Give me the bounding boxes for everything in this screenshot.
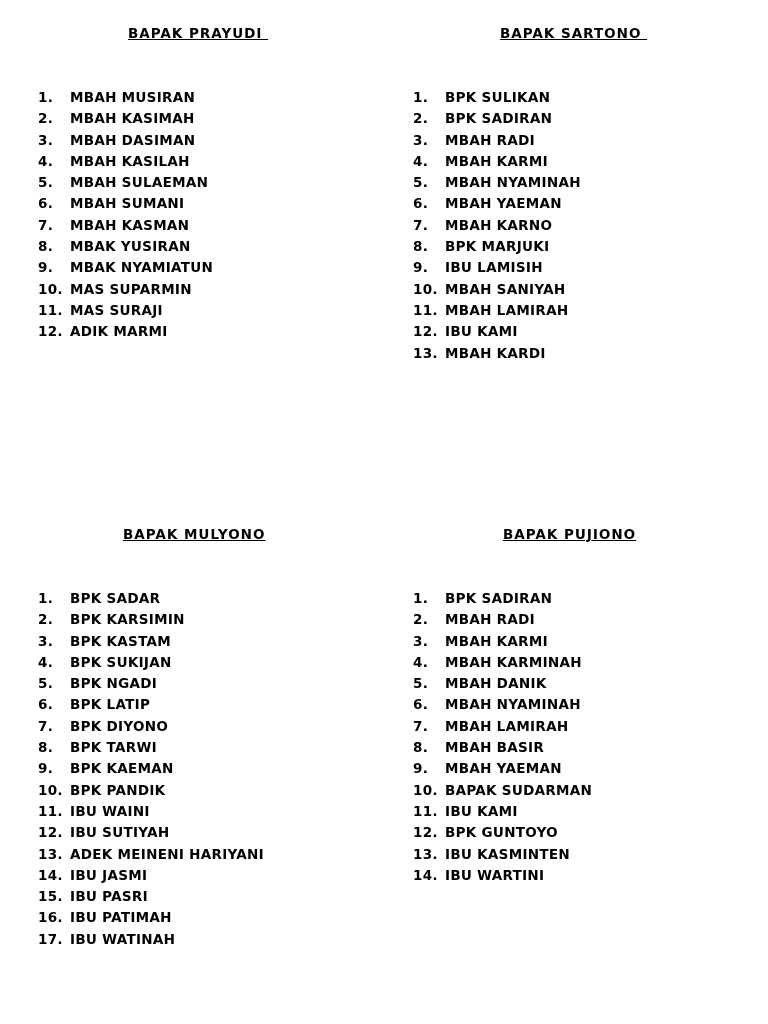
item-number: 13. <box>413 846 438 863</box>
list-item <box>413 845 592 866</box>
list-item <box>38 781 264 802</box>
item-name: BPK NGADI <box>70 676 158 693</box>
item-number: 11. <box>38 803 63 820</box>
item-name: MBAH KARMINAH <box>445 654 582 671</box>
item-name: IBU PASRI <box>70 889 148 906</box>
item-number: 14. <box>38 867 63 884</box>
item-name: IBU KAMI <box>445 803 518 820</box>
item-number: 5. <box>38 676 54 693</box>
item-number: 1. <box>38 90 54 106</box>
item-name: IBU PATIMAH <box>70 910 172 927</box>
list-item <box>38 908 264 929</box>
list-item <box>413 738 592 759</box>
item-number: 17. <box>38 931 63 948</box>
item-number: 5. <box>38 175 54 192</box>
item-name: ADEK MEINENI HARIYANI <box>70 846 264 863</box>
item-name: MBAH KARNO <box>445 217 553 234</box>
item-number: 4. <box>413 153 429 170</box>
list-item <box>38 823 264 844</box>
item-name: BPK PANDIK <box>70 782 166 799</box>
item-number: 8. <box>38 740 54 757</box>
item-name: MAS SURAJI <box>70 302 163 319</box>
list-item <box>413 632 592 653</box>
item-name: BPK LATIP <box>70 697 151 714</box>
list-item <box>38 131 213 152</box>
item-name: BPK SADAR <box>70 591 161 607</box>
item-number: 2. <box>413 111 429 128</box>
group-title: BAPAK MULYONO <box>123 527 266 543</box>
item-name: MBAH DANIK <box>445 676 547 693</box>
item-number: 6. <box>413 697 429 714</box>
item-number: 7. <box>413 718 429 735</box>
item-name: BPK SULIKAN <box>445 90 551 106</box>
item-number: 4. <box>38 153 54 170</box>
list-item <box>413 823 592 844</box>
list-item <box>413 131 581 152</box>
name-list <box>413 589 592 887</box>
list-item <box>413 653 592 674</box>
list-item <box>413 695 592 716</box>
list-item <box>413 258 581 279</box>
item-name: MBAK NYAMIATUN <box>70 260 214 277</box>
list-item <box>38 109 213 130</box>
item-number: 4. <box>413 654 429 671</box>
item-number: 12. <box>38 825 63 842</box>
group-title: BAPAK PRAYUDI <box>128 26 269 42</box>
item-number: 6. <box>38 196 54 213</box>
item-number: 2. <box>413 612 429 629</box>
list-item <box>38 802 264 823</box>
item-number: 3. <box>413 633 429 650</box>
list-item <box>413 344 581 365</box>
list-item <box>38 88 213 109</box>
list-item <box>413 194 581 215</box>
item-number: 6. <box>38 697 54 714</box>
item-name: MAS SUPARMIN <box>70 281 192 298</box>
list-item <box>413 802 592 823</box>
item-number: 13. <box>413 345 438 362</box>
list-item <box>38 194 213 215</box>
list-item <box>413 216 581 237</box>
list-item <box>413 674 592 695</box>
list-item <box>38 717 264 738</box>
item-number: 9. <box>38 761 54 778</box>
item-number: 8. <box>413 239 429 256</box>
item-name: BPK SADIRAN <box>445 111 553 128</box>
list-item <box>38 258 213 279</box>
list-item <box>38 930 264 951</box>
item-name: MBAH SULAEMAN <box>70 175 209 192</box>
item-number: 12. <box>38 324 63 341</box>
item-number: 5. <box>413 676 429 693</box>
item-number: 3. <box>38 633 54 650</box>
item-number: 1. <box>413 591 429 607</box>
list-item <box>38 322 213 343</box>
item-number: 6. <box>413 196 429 213</box>
list-item <box>38 653 264 674</box>
item-number: 15. <box>38 889 63 906</box>
list-item <box>413 759 592 780</box>
item-name: MBAH DASIMAN <box>70 132 196 149</box>
item-name: MBAH KARDI <box>445 345 546 362</box>
item-name: BPK KAEMAN <box>70 761 174 778</box>
item-name: MBAH KASILAH <box>70 153 190 170</box>
item-number: 9. <box>413 761 429 778</box>
list-item <box>38 674 264 695</box>
item-number: 7. <box>38 217 54 234</box>
item-number: 2. <box>38 612 54 629</box>
item-number: 3. <box>413 132 429 149</box>
item-name: MBAH LAMIRAH <box>445 302 569 319</box>
item-number: 12. <box>413 324 438 341</box>
item-name: MBAH SANIYAH <box>445 281 566 298</box>
item-number: 5. <box>413 175 429 192</box>
item-name: MBAH LAMIRAH <box>445 718 569 735</box>
item-number: 8. <box>38 239 54 256</box>
list-item <box>38 301 213 322</box>
item-number: 10. <box>413 782 438 799</box>
item-name: MBAH KASIMAH <box>70 111 195 128</box>
list-item <box>38 695 264 716</box>
item-number: 11. <box>38 302 63 319</box>
item-name: BPK TARWI <box>70 740 157 757</box>
item-name: MBAH BASIR <box>445 740 545 757</box>
list-item <box>38 152 213 173</box>
item-number: 9. <box>413 260 429 277</box>
item-number: 11. <box>413 302 438 319</box>
item-name: IBU KASMINTEN <box>445 846 570 863</box>
list-item <box>413 301 581 322</box>
list-item <box>413 610 592 631</box>
item-name: BPK KASTAM <box>70 633 172 650</box>
list-item <box>38 216 213 237</box>
item-name: IBU LAMISIH <box>445 260 543 277</box>
list-item <box>38 759 264 780</box>
item-number: 16. <box>38 910 63 927</box>
item-number: 10. <box>38 281 63 298</box>
list-item <box>413 280 581 301</box>
group-title: BAPAK PUJIONO <box>503 527 637 543</box>
list-item <box>413 152 581 173</box>
list-item <box>38 173 213 194</box>
item-name: MBAH SUMANI <box>70 196 185 213</box>
list-item <box>38 280 213 301</box>
item-number: 8. <box>413 740 429 757</box>
item-number: 7. <box>413 217 429 234</box>
list-item <box>413 173 581 194</box>
item-number: 1. <box>413 90 429 106</box>
item-number: 12. <box>413 825 438 842</box>
item-name: MBAH MUSIRAN <box>70 90 196 106</box>
item-name: BPK SUKIJAN <box>70 654 172 671</box>
name-list <box>413 88 581 365</box>
item-name: IBU WAINI <box>70 803 150 820</box>
item-name: MBAH RADI <box>445 612 535 629</box>
item-name: BPK MARJUKI <box>445 239 550 256</box>
item-number: 14. <box>413 867 438 884</box>
item-name: IBU WATINAH <box>70 931 176 948</box>
item-name: MBAK YUSIRAN <box>70 239 191 256</box>
item-name: MBAH KASMAN <box>70 217 190 234</box>
item-name: IBU SUTIYAH <box>70 825 170 842</box>
item-number: 10. <box>38 782 63 799</box>
item-number: 1. <box>38 591 54 607</box>
item-name: BAPAK SUDARMAN <box>445 782 593 799</box>
list-item <box>38 738 264 759</box>
list-item <box>38 845 264 866</box>
item-name: MBAH NYAMINAH <box>445 175 581 192</box>
list-item <box>38 237 213 258</box>
list-item <box>413 866 592 887</box>
item-number: 3. <box>38 132 54 149</box>
list-item <box>38 610 264 631</box>
item-name: MBAH RADI <box>445 132 535 149</box>
item-name: MBAH YAEMAN <box>445 196 562 213</box>
item-number: 13. <box>38 846 63 863</box>
item-number: 11. <box>413 803 438 820</box>
list-item <box>413 717 592 738</box>
list-item <box>413 88 581 109</box>
list-item <box>38 866 264 887</box>
list-item <box>38 632 264 653</box>
item-number: 4. <box>38 654 54 671</box>
list-item <box>413 109 581 130</box>
item-number: 2. <box>38 111 54 128</box>
item-name: ADIK MARMI <box>70 324 168 341</box>
item-number: 9. <box>38 260 54 277</box>
item-name: MBAH KARMI <box>445 153 548 170</box>
name-list <box>38 88 213 344</box>
item-name: BPK SADIRAN <box>445 591 553 607</box>
list-item <box>413 237 581 258</box>
item-name: IBU JASMI <box>70 867 148 884</box>
item-number: 10. <box>413 281 438 298</box>
item-name: BPK DIYONO <box>70 718 169 735</box>
item-name: MBAH YAEMAN <box>445 761 562 778</box>
list-item <box>413 781 592 802</box>
item-number: 7. <box>38 718 54 735</box>
item-name: IBU WARTINI <box>445 867 545 884</box>
group-title: BAPAK SARTONO <box>500 26 648 42</box>
list-item <box>38 589 264 610</box>
list-item <box>38 887 264 908</box>
item-name: BPK GUNTOYO <box>445 825 558 842</box>
item-name: IBU KAMI <box>445 324 518 341</box>
item-name: BPK KARSIMIN <box>70 612 185 629</box>
name-list <box>38 589 264 951</box>
item-name: MBAH KARMI <box>445 633 548 650</box>
item-name: MBAH NYAMINAH <box>445 697 581 714</box>
list-item <box>413 322 581 343</box>
list-item <box>413 589 592 610</box>
